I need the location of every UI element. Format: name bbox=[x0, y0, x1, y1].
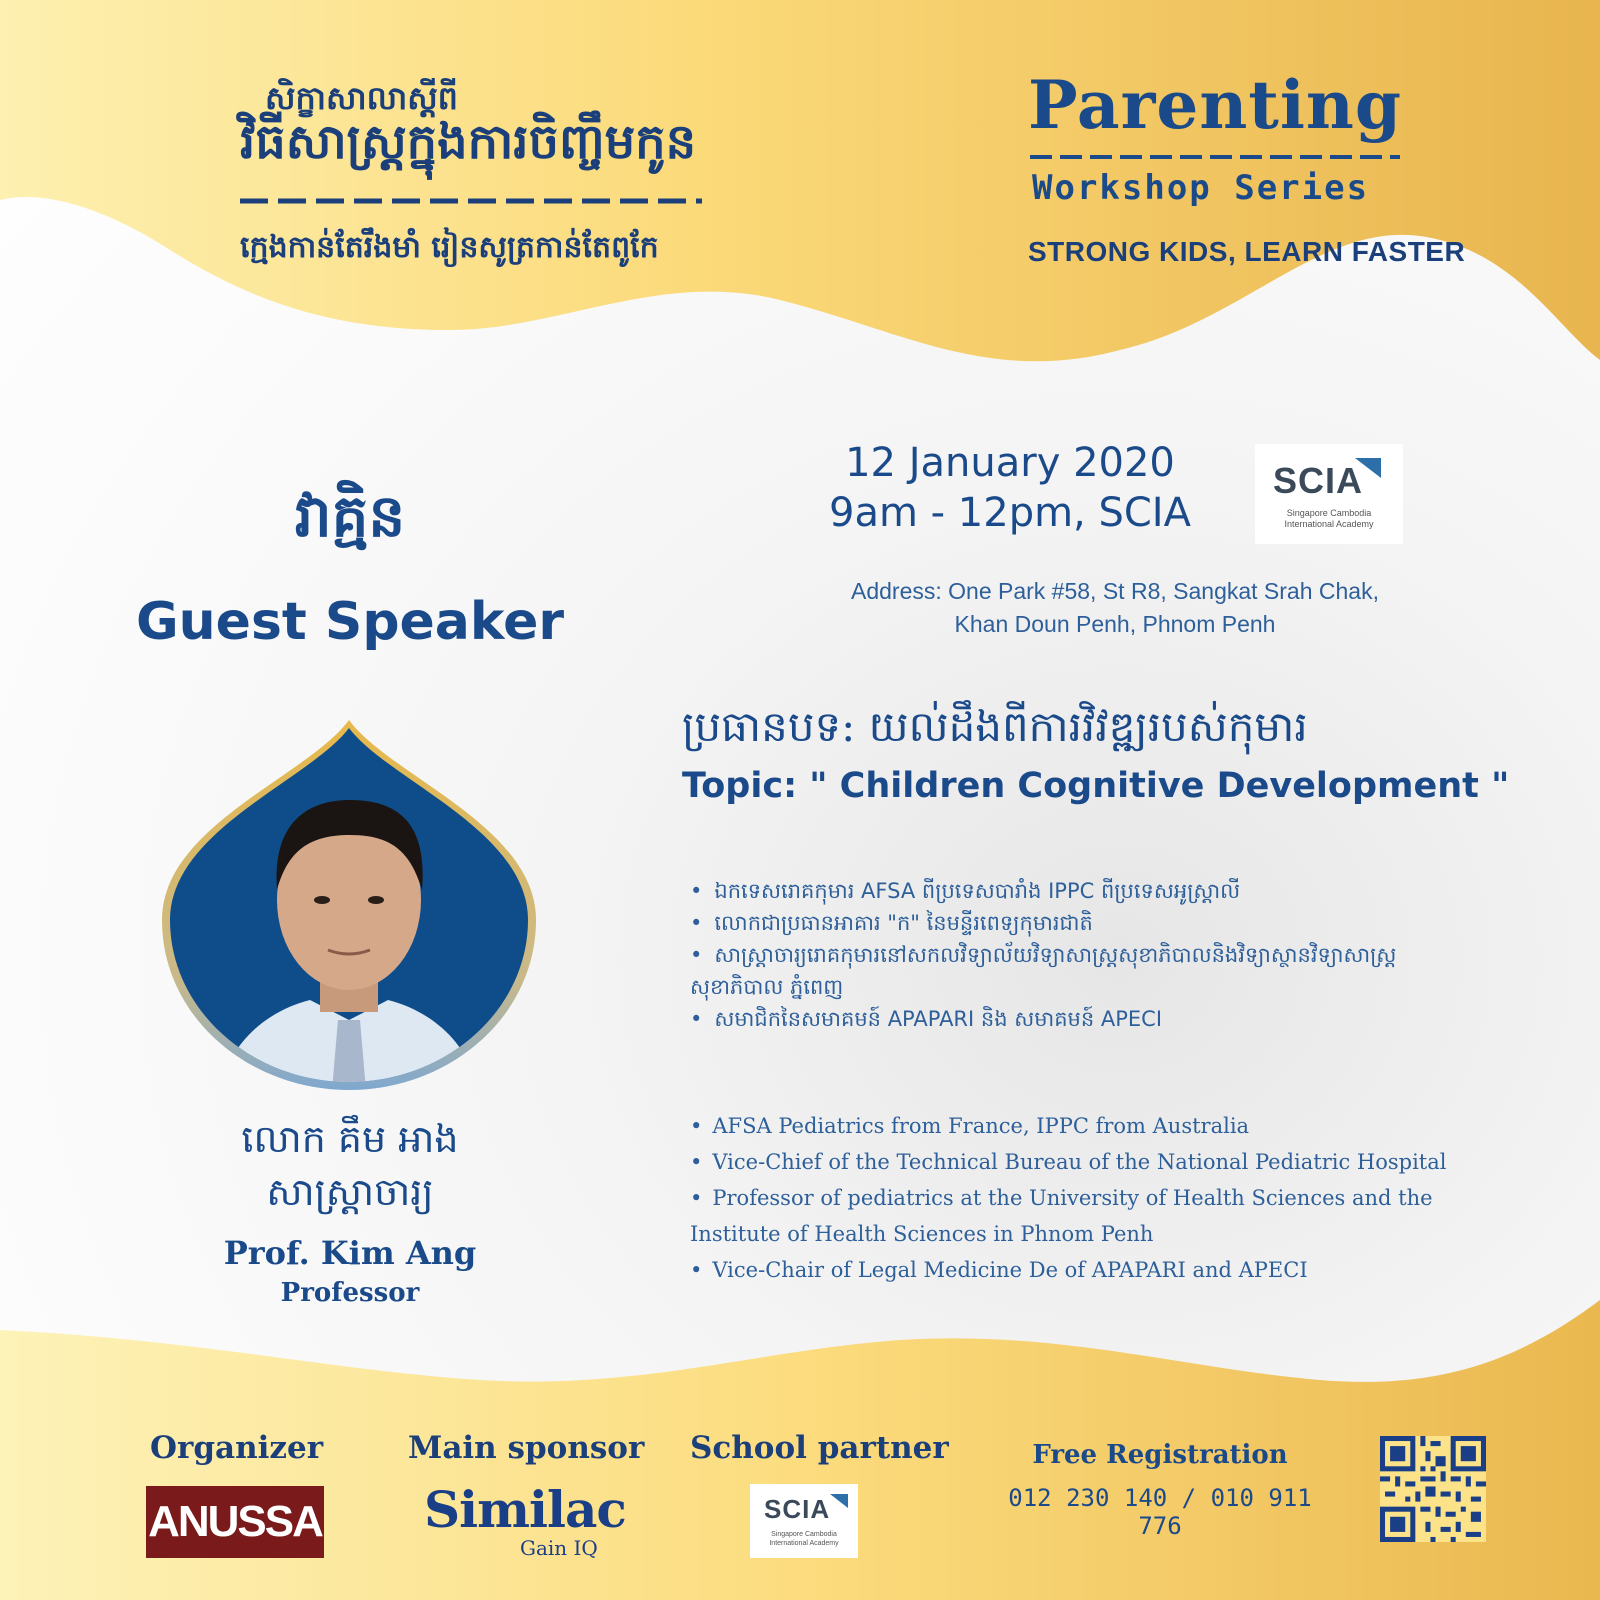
brand-divider bbox=[1030, 152, 1400, 162]
registration-phone[interactable]: 012 230 140 / 010 911 776 bbox=[1008, 1484, 1312, 1540]
event-date: 12 January 2020 bbox=[845, 440, 1175, 486]
kh-title-divider bbox=[240, 196, 702, 206]
scia-mark-icon bbox=[830, 1494, 848, 1508]
school-partner-label: School partner bbox=[690, 1430, 949, 1466]
sponsor-label: Main sponsor bbox=[408, 1430, 645, 1466]
organizer-label: Organizer bbox=[150, 1430, 324, 1466]
registration-label: Free Registration bbox=[1032, 1440, 1288, 1470]
list-item: • ឯកទេសរោគកុមារ AFSA ពីប្រទេសបារាំង IPPC ពីប្រទេសអូស្ត្រាលី bbox=[690, 875, 1450, 907]
list-item: • Vice-Chief of the Technical Bureau of the National Pediatric Hospital bbox=[690, 1144, 1510, 1180]
guest-speaker-label: Guest Speaker bbox=[135, 592, 564, 652]
list-item: • សាស្ត្រាចារ្យរោគកុមារនៅសកលវិទ្យាល័យវិទ្យាសាស្ត្រសុខាភិបាលនិងវិទ្យាស្ថានវិទ្យាសាស្ត្រ សុខាភិបាល ភ្នំពេញ bbox=[690, 939, 1450, 1003]
scia-footer-logo bbox=[750, 1484, 858, 1558]
speaker-tie bbox=[332, 1020, 366, 1090]
event-time: 9am - 12pm, SCIA bbox=[829, 490, 1191, 536]
speaker-role: Professor bbox=[280, 1278, 420, 1308]
scia-footer-line2: International Academy bbox=[769, 1540, 839, 1547]
topic: Topic: " Children Cognitive Development " bbox=[682, 766, 1510, 806]
brand-subtitle: Workshop Series bbox=[1032, 168, 1370, 208]
address-line2: Khan Doun Penh, Phnom Penh bbox=[954, 611, 1276, 637]
anussa-logo: ANUSSA bbox=[146, 1486, 324, 1558]
similac-logo: Similac bbox=[424, 1480, 626, 1539]
list-item: • Professor of pediatrics at the University of Health Sciences and the Institute of Health Sciences in Phnom Penh bbox=[690, 1180, 1510, 1252]
kh-title-small: សិក្ខាសាលាស្ដីពី bbox=[265, 79, 458, 117]
scia-logo-line1: Singapore Cambodia bbox=[1286, 508, 1372, 518]
kh-guest-label: វាគ្មិន bbox=[294, 482, 406, 550]
speaker-kh-name: លោក គឹម អាង bbox=[241, 1117, 459, 1161]
bio-kh-list bbox=[690, 875, 1450, 1035]
speaker-kh-role: សាស្ត្រាចារ្យ bbox=[266, 1170, 434, 1214]
scia-footer-line1: Singapore Cambodia bbox=[771, 1531, 837, 1538]
list-item: • សមាជិកនៃសមាគមន៍ APAPARI និង សមាគមន៍ APECI bbox=[690, 1003, 1450, 1035]
list-item: • Vice-Chair of Legal Medicine De of APAPARI and APECI bbox=[690, 1252, 1510, 1288]
scia-footer-word: SCIA bbox=[764, 1494, 831, 1524]
list-item: • លោកជាប្រធានអាគារ "ក" នៃមន្ទីរពេទ្យកុមារជាតិ bbox=[690, 907, 1450, 939]
address-line1: Address: One Park #58, St R8, Sangkat Srah Chak, bbox=[850, 578, 1379, 604]
brand-title: Parenting bbox=[1028, 66, 1403, 144]
speaker-name: Prof. Kim Ang bbox=[223, 1234, 477, 1272]
kh-topic: ប្រធានបទ: យល់ដឹងពីការវិវឌ្ឍរបស់កុមារ bbox=[682, 702, 1308, 751]
speaker-photo bbox=[160, 720, 538, 1090]
scia-logo-line2: International Academy bbox=[1284, 519, 1374, 529]
scia-logo-word: SCIA bbox=[1273, 460, 1364, 501]
similac-gain-text: Gain IQ bbox=[520, 1536, 598, 1560]
scia-logo bbox=[1255, 444, 1403, 544]
scia-mark-icon bbox=[1355, 458, 1381, 478]
kh-title-big: វិធីសាស្ត្រក្នុងការចិញ្ចឹមកូន bbox=[240, 114, 697, 170]
qr-code-icon[interactable] bbox=[1380, 1436, 1486, 1542]
list-item: • AFSA Pediatrics from France, IPPC from Australia bbox=[690, 1108, 1510, 1144]
bio-en-list bbox=[690, 1108, 1510, 1288]
tagline: STRONG KIDS, LEARN FASTER bbox=[1028, 236, 1466, 267]
kh-subtitle: ក្មេងកាន់តែរឹងមាំ រៀនសូត្រកាន់តែពូកែ bbox=[240, 230, 659, 265]
